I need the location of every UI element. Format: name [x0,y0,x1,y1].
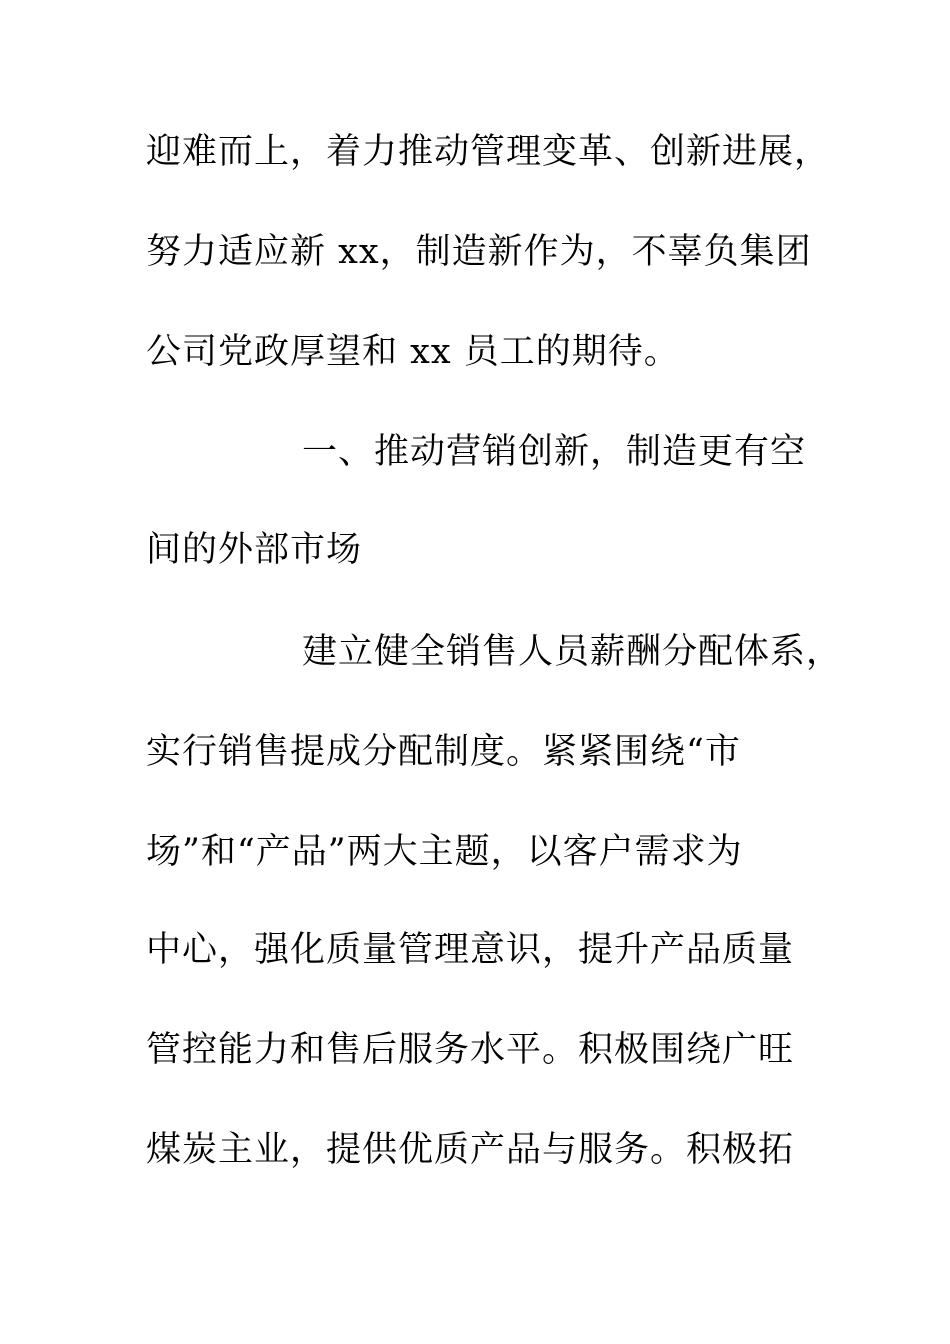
body-text-line: 公司党政厚望和 xx 员工的期待。 [146,332,680,372]
section-heading-line: 间的外部市场 [146,530,363,570]
body-text-line: 中心，强化质量管理意识，提升产品质量 [146,930,795,970]
body-text-line: 场”和“产品”两大主题，以客户需求为 [146,832,743,872]
body-text-line: 实行销售提成分配制度。紧紧围绕“市 [146,732,741,772]
body-text-line: 管控能力和售后服务水平。积极围绕广旺 [146,1030,795,1070]
section-heading-line: 一、推动营销创新，制造更有空 [302,432,807,472]
body-text-line: 努力适应新 xx，制造新作为，不辜负集团 [146,232,812,272]
body-text-line: 煤炭主业，提供优质产品与服务。积极拓 [146,1130,795,1170]
body-text-line: 建立健全销售人员薪酬分配体系， [302,632,843,672]
body-text-line: 迎难而上，着力推动管理变革、创新进展， [146,132,831,172]
